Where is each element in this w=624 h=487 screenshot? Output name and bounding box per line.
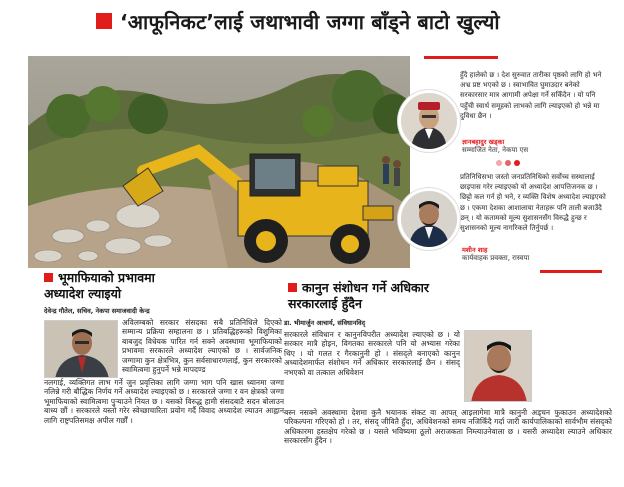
dot-dark [514, 160, 520, 166]
main-photo-excavator [28, 56, 410, 268]
right-article-title-line1: कानुन संशोधन गर्ने अधिकार [302, 280, 429, 295]
quote1-portrait [398, 90, 460, 152]
left-title-red-square [44, 273, 53, 282]
dot-light [496, 160, 502, 166]
dot-mid [505, 160, 511, 166]
quote2-name: मशीन शाह [462, 246, 488, 254]
quote1-text: हुँदै हालेको छ । देश सुरुवात तारीका पृष्ठको लागि हो भने अभ्र प्रष्ट भएको छ । स्वाभावित घुमाउदार बनेको सरकारसार मात्र आगामी अपेक्षा गर्ने सकिँदैन । यो पनि पहुँची स्वार्थ समूहको लाभको लागि ल्याइएको हो भन्ने मा दुविधा छैन । [460, 71, 602, 120]
quote1-name: ज्ञानबहादुर खड्का [462, 138, 505, 146]
left-article-title-line1: भूमाफियाको प्रभावमा [58, 270, 155, 285]
right-article-author: डा. भीमार्जुन आचार्य, संविधानविद् [284, 319, 366, 327]
right-article-portrait [464, 330, 532, 402]
quote2-role: कार्यवाहक प्रवक्ता, रास्वपा [462, 254, 530, 262]
left-article-title-line2: अध्यादेश ल्याइयो [44, 286, 122, 301]
headline: ‘आफूनिकट’लाई जथाभावी जग्गा बाँड्ने बाटो खुल्यो [120, 9, 500, 34]
left-article-text-wide: नलगाई, व्यक्तिगत लाभ गर्ने जुन प्रवृत्तिका लागि जग्गा भाग पनि खास ध्यानमा जग्गा नलिन्ने गरी बौद्धिक निर्णय गर्ने अध्यादेश ल्याइएको छ । सरकारले जग्गा र वन क्षेत्रको जग्गा भूमाफियाको स्वामित्वमा पुऱ्याउने नियत छ । यसको विरुद्ध हामी संसदबाटै सदन बोलाउन बाध्य छौं । सरकारले यस्तो गरेर स्वेच्छाचारिता प्रयोग गर्दै विवाद अध्यादेश ल्याउन आह्वान लागि राष्ट्रपतिसमक्ष अपील गर्छौं । [44, 378, 284, 425]
left-article-portrait [44, 320, 118, 378]
right-article-text-wide: बस्न नसक्ने अवस्थामा देशमा कुनै भयानक संकट वा आपत् आइलागेमा मात्रै कानुनी अड्चन फुकाउन अध्यादेशको परिकल्पना गरिएको हो । तर, संसद् जीवितै हुँदा, अधिवेशनको समय नजिकिँदै गर्दा जारी कार्यपालिकाको सार्वभौम संसद्को अधिकारमा हस्तक्षेप गरेको छ । यसले भविष्यमा ठूलो अराजकता निम्त्याउनेवाला छ । यसरी अध्यादेश ल्याउने अधिकार सरकारसँग हुँदैन । [284, 408, 612, 446]
quote1-red-rule [424, 56, 498, 59]
headline-red-square [96, 13, 112, 29]
quote2-portrait [398, 188, 460, 250]
quote1-role: सम्माजित नेता, नेकपा एस [462, 146, 529, 154]
right-article-title [288, 280, 578, 312]
left-article-title [44, 270, 284, 302]
right-article-title-line2: सरकारलाई हुँदैन [288, 296, 362, 311]
quote2-text: प्रतिनिधिसभा जस्तो जनप्रतिनिधिको सर्वोच्च सस्थालाई छाइपास गरेर ल्याइएको यो अध्यादेश आपत्तिजनक छ । छिट्टो कल गर्न हो भने, र व्यक्ति विशेष अध्यादेश ल्याइएको छ । एकमा देशका आशालाया नेताहरू पनि ताली बजाउँदै छन् । यो कतामको मूल्य सुशासनसँग विरुद्धै हुन्छ र सुशासनको मूल्य नागरिकले तिर्नुपर्छ । [460, 173, 606, 233]
right-title-red-square [288, 283, 297, 292]
headline-block [96, 6, 500, 36]
bottom-red-rule [540, 270, 602, 273]
left-article-author: देवेन्द्र गौतेल, सचिव, नेकपा समाजवादी केन्द्र [44, 307, 150, 315]
right-article-text-narrow: सरकारले संविधान र कानुनविपरीत अध्यादेश ल्याएको छ । यो सरकार मात्रै होइन, विगतका सरकारले पनि यो अभ्यास गरेका थिए । यो गलत र गैरकानुनी हो । संसद्ले बनाएको कानुन अध्यादेशमार्फत संशोधन गर्ने अधिकार सरकारलाई छैन । संसद् नभएको वा तत्काल अधिवेशन [284, 330, 460, 377]
separator-dots [496, 160, 520, 166]
left-article-text-narrow: अविलम्बको सरकार संसदका सबै प्रतिनिधिले दिएको सम्मान्य प्रक्रिया सम्हालना छ । प्रतिबद्धिहरूको विशुमिका बाबजुद विधेयक पारित गर्न सक्ने अवस्थामा भूमाफियाको प्रभावमा सरकारले अध्यादेश ल्याएको छ । सार्वजनिक जग्गामा कुन क्षेत्रभित्र, कुन सर्वसाधारणलाई, कुन सरकारको स्वामित्वमा हुनुपर्ने भन्ने मापदण्ड [122, 318, 282, 375]
